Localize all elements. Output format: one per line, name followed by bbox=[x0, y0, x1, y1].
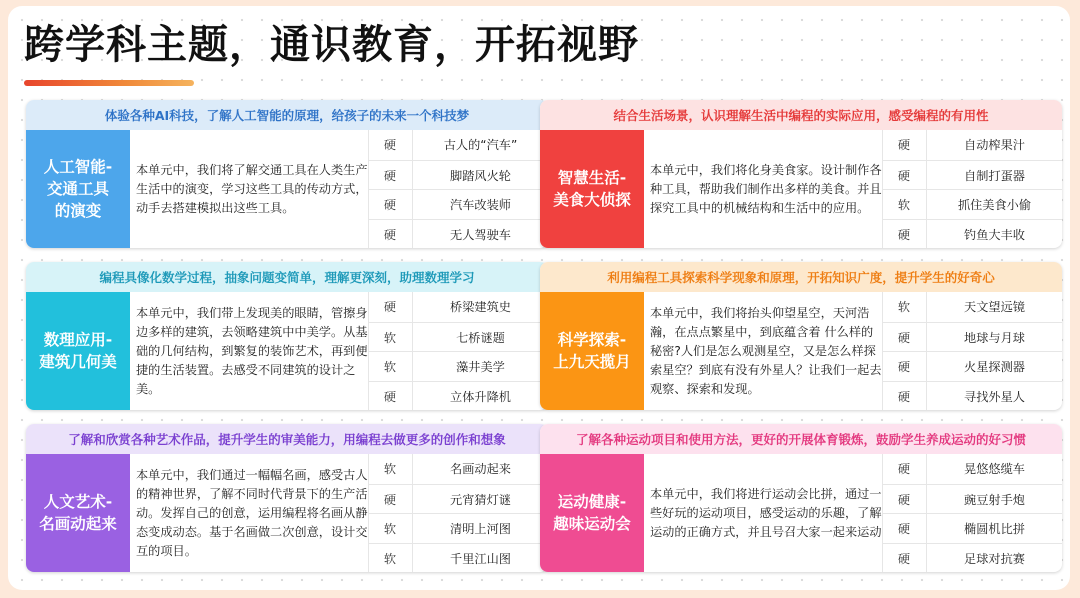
course-row bbox=[882, 189, 1062, 220]
unit-name-line: 美食大侦探 bbox=[553, 191, 631, 209]
course-type: 硬 bbox=[882, 161, 927, 191]
course-name: 千里江山图 bbox=[450, 551, 511, 566]
course-row bbox=[368, 130, 548, 160]
unit-description-text: 本单元中，我们带上发现美的眼睛，管擦身边多样的建筑，去领略建筑中中美学。从基础的几何结构，到繁复的装饰艺术，再到便捷的生活装置。去感受不同建筑的设计之美。 bbox=[136, 305, 368, 396]
unit-description bbox=[650, 458, 882, 568]
course-table bbox=[882, 454, 1062, 572]
course-type: 硬 bbox=[882, 323, 927, 353]
course-name: 立体升降机 bbox=[450, 389, 511, 404]
unit-description bbox=[650, 296, 882, 406]
course-row bbox=[882, 160, 1062, 191]
unit-description-text: 本单元中，我们将抬头仰望星空，天河浩瀚，在点点繁星中，到底蕴含着 什么样的秘密?人们是怎么观测星空，又是怎么样探索星空？到底有没有外星人？让我们一起去观察、探索和发现。 bbox=[650, 305, 882, 396]
unit-description bbox=[650, 134, 882, 244]
unit-name-block bbox=[540, 454, 644, 572]
unit-description-text: 本单元中，我们将进行运动会比拼，通过一些好玩的运动项目，感受运动的乐趣，了解运动的正确方式，并且号召大家一起来运动 bbox=[650, 486, 882, 539]
course-row bbox=[368, 513, 548, 544]
course-row bbox=[882, 292, 1062, 322]
unit-card-sports-health bbox=[540, 424, 1062, 572]
course-row bbox=[368, 160, 548, 191]
title-underline bbox=[24, 80, 194, 86]
course-type: 软 bbox=[368, 352, 413, 382]
unit-banner: 体验各种AI科技，了解人工智能的原理，给孩子的未来一个科技梦 bbox=[26, 100, 548, 130]
unit-name-block bbox=[26, 454, 130, 572]
course-row bbox=[882, 513, 1062, 544]
course-type: 软 bbox=[882, 190, 927, 220]
unit-name-block bbox=[26, 292, 130, 410]
course-row bbox=[882, 484, 1062, 515]
course-type: 硬 bbox=[882, 220, 927, 249]
course-type: 硬 bbox=[368, 161, 413, 191]
unit-description bbox=[136, 296, 368, 406]
course-row bbox=[368, 454, 548, 484]
course-type: 硬 bbox=[882, 485, 927, 515]
unit-description-text: 本单元中，我们将了解交通工具在人类生产生活中的演变，学习这些工具的传动方式，动手去搭建模拟出这些工具。 bbox=[136, 162, 368, 215]
unit-name-line: 交通工具 bbox=[46, 180, 109, 198]
course-name: 豌豆射手炮 bbox=[964, 492, 1025, 507]
course-name: 足球对抗赛 bbox=[964, 551, 1025, 566]
unit-card-ai-transport bbox=[26, 100, 548, 248]
course-type: 硬 bbox=[368, 130, 413, 160]
course-row bbox=[882, 454, 1062, 484]
course-type: 硬 bbox=[882, 352, 927, 382]
course-name: 名画动起来 bbox=[450, 462, 511, 477]
course-row bbox=[368, 322, 548, 353]
unit-name-line: 建筑几何美 bbox=[39, 353, 117, 371]
course-row bbox=[368, 219, 548, 249]
course-type: 软 bbox=[368, 454, 413, 484]
course-row bbox=[368, 484, 548, 515]
unit-name-line: 名画动起来 bbox=[39, 515, 117, 533]
course-name: 汽车改装师 bbox=[450, 198, 511, 213]
course-name: 椭圆机比拼 bbox=[964, 522, 1025, 537]
course-type: 软 bbox=[368, 323, 413, 353]
unit-description bbox=[136, 134, 368, 244]
unit-name-line: 智慧生活- bbox=[557, 169, 627, 187]
course-name: 钓鱼大丰收 bbox=[964, 227, 1025, 242]
unit-banner: 利用编程工具探索科学现象和原理，开拓知识广度，提升学生的好奇心 bbox=[540, 262, 1062, 292]
course-name: 晃悠悠缆车 bbox=[964, 462, 1025, 477]
unit-description bbox=[136, 458, 368, 568]
course-row bbox=[368, 189, 548, 220]
course-type: 硬 bbox=[882, 130, 927, 160]
course-type: 硬 bbox=[368, 382, 413, 411]
course-name: 火星探测器 bbox=[964, 360, 1025, 375]
course-table bbox=[368, 130, 548, 248]
unit-banner: 结合生活场景，认识理解生活中编程的实际应用，感受编程的有用性 bbox=[540, 100, 1062, 130]
course-name: 抓住美食小偷 bbox=[957, 198, 1032, 213]
course-table bbox=[368, 292, 548, 410]
unit-card-science-space bbox=[540, 262, 1062, 410]
course-name: 藻井美学 bbox=[456, 360, 505, 375]
unit-card-smart-life bbox=[540, 100, 1062, 248]
course-type: 软 bbox=[368, 514, 413, 544]
course-row bbox=[882, 322, 1062, 353]
course-row bbox=[882, 130, 1062, 160]
course-table bbox=[882, 130, 1062, 248]
unit-banner: 编程具像化数学过程，抽象问题变简单，理解更深刻，助理数理学习 bbox=[26, 262, 548, 292]
course-type: 硬 bbox=[882, 514, 927, 544]
course-row bbox=[368, 292, 548, 322]
page-title: 跨学科主题，通识教育，开拓视野 bbox=[24, 22, 639, 68]
course-name: 桥梁建筑史 bbox=[450, 300, 511, 315]
course-row bbox=[368, 381, 548, 411]
course-type: 软 bbox=[882, 292, 927, 322]
course-row bbox=[882, 381, 1062, 411]
unit-card-humanities-art bbox=[26, 424, 548, 572]
course-name: 地球与月球 bbox=[964, 330, 1025, 345]
course-type: 硬 bbox=[368, 485, 413, 515]
course-name: 天文望远镜 bbox=[964, 300, 1025, 315]
unit-banner: 了解各种运动项目和使用方法，更好的开展体育锻炼，鼓励学生养成运动的好习惯 bbox=[540, 424, 1062, 454]
course-type: 软 bbox=[368, 544, 413, 573]
course-type: 硬 bbox=[882, 382, 927, 411]
unit-description-text: 本单元中，我们将化身美食家。设计制作各种工具，帮助我们制作出多样的美食。并且探究工具中的机械结构和生活中的应用。 bbox=[650, 162, 882, 215]
unit-name-line: 人工智能- bbox=[43, 158, 113, 176]
unit-name-line: 运动健康- bbox=[557, 493, 627, 511]
unit-name-line: 数理应用- bbox=[43, 331, 113, 349]
unit-name-block bbox=[540, 292, 644, 410]
course-row bbox=[368, 351, 548, 382]
course-name: 古人的“汽车” bbox=[443, 138, 518, 153]
unit-name-line: 人文艺术- bbox=[43, 493, 113, 511]
unit-name-line: 趣味运动会 bbox=[553, 515, 631, 533]
course-name: 清明上河图 bbox=[450, 522, 511, 537]
course-name: 元宵猜灯谜 bbox=[450, 492, 511, 507]
course-type: 硬 bbox=[368, 220, 413, 249]
unit-name-block bbox=[26, 130, 130, 248]
course-name: 七桥谜题 bbox=[456, 330, 505, 345]
unit-card-math-architecture bbox=[26, 262, 548, 410]
course-name: 自制打蛋器 bbox=[964, 168, 1025, 183]
unit-name-line: 的演变 bbox=[54, 202, 102, 220]
unit-name-block bbox=[540, 130, 644, 248]
unit-banner: 了解和欣赏各种艺术作品，提升学生的审美能力，用编程去做更多的创作和想象 bbox=[26, 424, 548, 454]
course-type: 硬 bbox=[882, 544, 927, 573]
course-table bbox=[368, 454, 548, 572]
course-table bbox=[882, 292, 1062, 410]
course-name: 无人驾驶车 bbox=[450, 227, 511, 242]
course-row bbox=[882, 543, 1062, 573]
unit-description-text: 本单元中，我们通过一幅幅名画，感受古人的精神世界，了解不同时代背景下的生产活动。发挥自己的创意，运用编程将名画从静态变成动态。基于名画做二次创意，设计交互的项目。 bbox=[136, 467, 368, 558]
course-row bbox=[368, 543, 548, 573]
course-row bbox=[882, 351, 1062, 382]
course-type: 硬 bbox=[368, 190, 413, 220]
course-name: 脚踏风火轮 bbox=[450, 168, 511, 183]
course-type: 硬 bbox=[882, 454, 927, 484]
course-row bbox=[882, 219, 1062, 249]
course-type: 硬 bbox=[368, 292, 413, 322]
course-name: 寻找外星人 bbox=[964, 389, 1025, 404]
unit-name-line: 上九天揽月 bbox=[553, 353, 631, 371]
course-name: 自动榨果汁 bbox=[964, 138, 1025, 153]
unit-name-line: 科学探索- bbox=[557, 331, 627, 349]
